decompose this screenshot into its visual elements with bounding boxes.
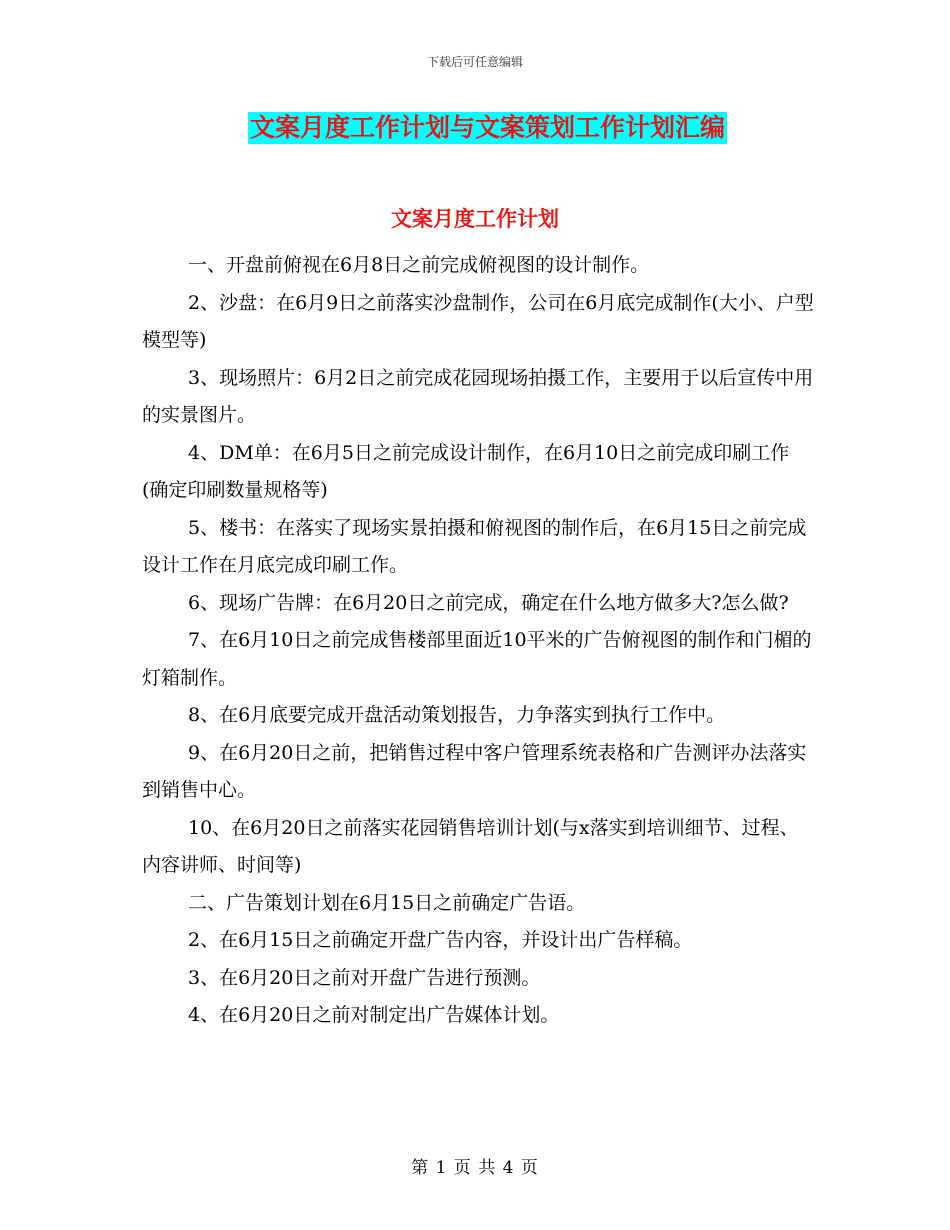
paragraph: 3、在6月20日之前对开盘广告进行预测。	[188, 966, 541, 989]
paragraph: 一、开盘前俯视在6月8日之前完成俯视图的设计制作。	[188, 254, 650, 276]
section-title: 文案月度工作计划	[391, 207, 559, 231]
paragraph: 2、在6月15日之前确定开盘广告内容，并设计出广告样稿。	[188, 929, 693, 951]
paragraph: 4、在6月20日之前对制定出广告媒体计划。	[188, 1004, 560, 1026]
paragraph: 9、在6月20日之前，把销售过程中客户管理系统表格和广告测评办法落实到销售中心。	[142, 741, 807, 801]
paragraph: 2、沙盘：在6月9日之前落实沙盘制作，公司在6月底完成制作(大小、户型模型等)	[142, 291, 814, 351]
paragraph: 7、在6月10日之前完成售楼部里面近10平米的广告俯视图的制作和门楣的灯箱制作。	[142, 629, 812, 689]
page-number-footer: 第 1 页 共 4 页	[411, 1158, 539, 1178]
document-title: 文案月度工作计划与文案策划工作计划汇编	[250, 113, 726, 142]
paragraph: 二、广告策划计划在6月15日之前确定广告语。	[188, 891, 586, 914]
paragraph: 8、在6月底要完成开盘活动策划报告，力争落实到执行工作中。	[188, 704, 726, 726]
paragraph: 5、楼书：在落实了现场实景拍摄和俯视图的制作后，在6月15日之前完成设计工作在月底完成印刷工作。	[142, 516, 807, 576]
paragraph: 6、现场广告牌：在6月20日之前完成，确定在什么地方做多大?怎么做?	[188, 591, 789, 614]
paragraph: 4、DM单：在6月5日之前完成设计制作，在6月10日之前完成印刷工作(确定印刷数量规格等)	[142, 441, 790, 501]
header-note: 下载后可任意编辑	[426, 55, 523, 69]
paragraph: 10、在6月20日之前落实花园销售培训计划(与x落实到培训细节、过程、内容讲师、时间等)	[142, 816, 799, 876]
paragraph: 3、现场照片：6月2日之前完成花园现场拍摄工作，主要用于以后宣传中用的实景图片。	[142, 366, 814, 426]
document-body	[142, 247, 814, 1035]
